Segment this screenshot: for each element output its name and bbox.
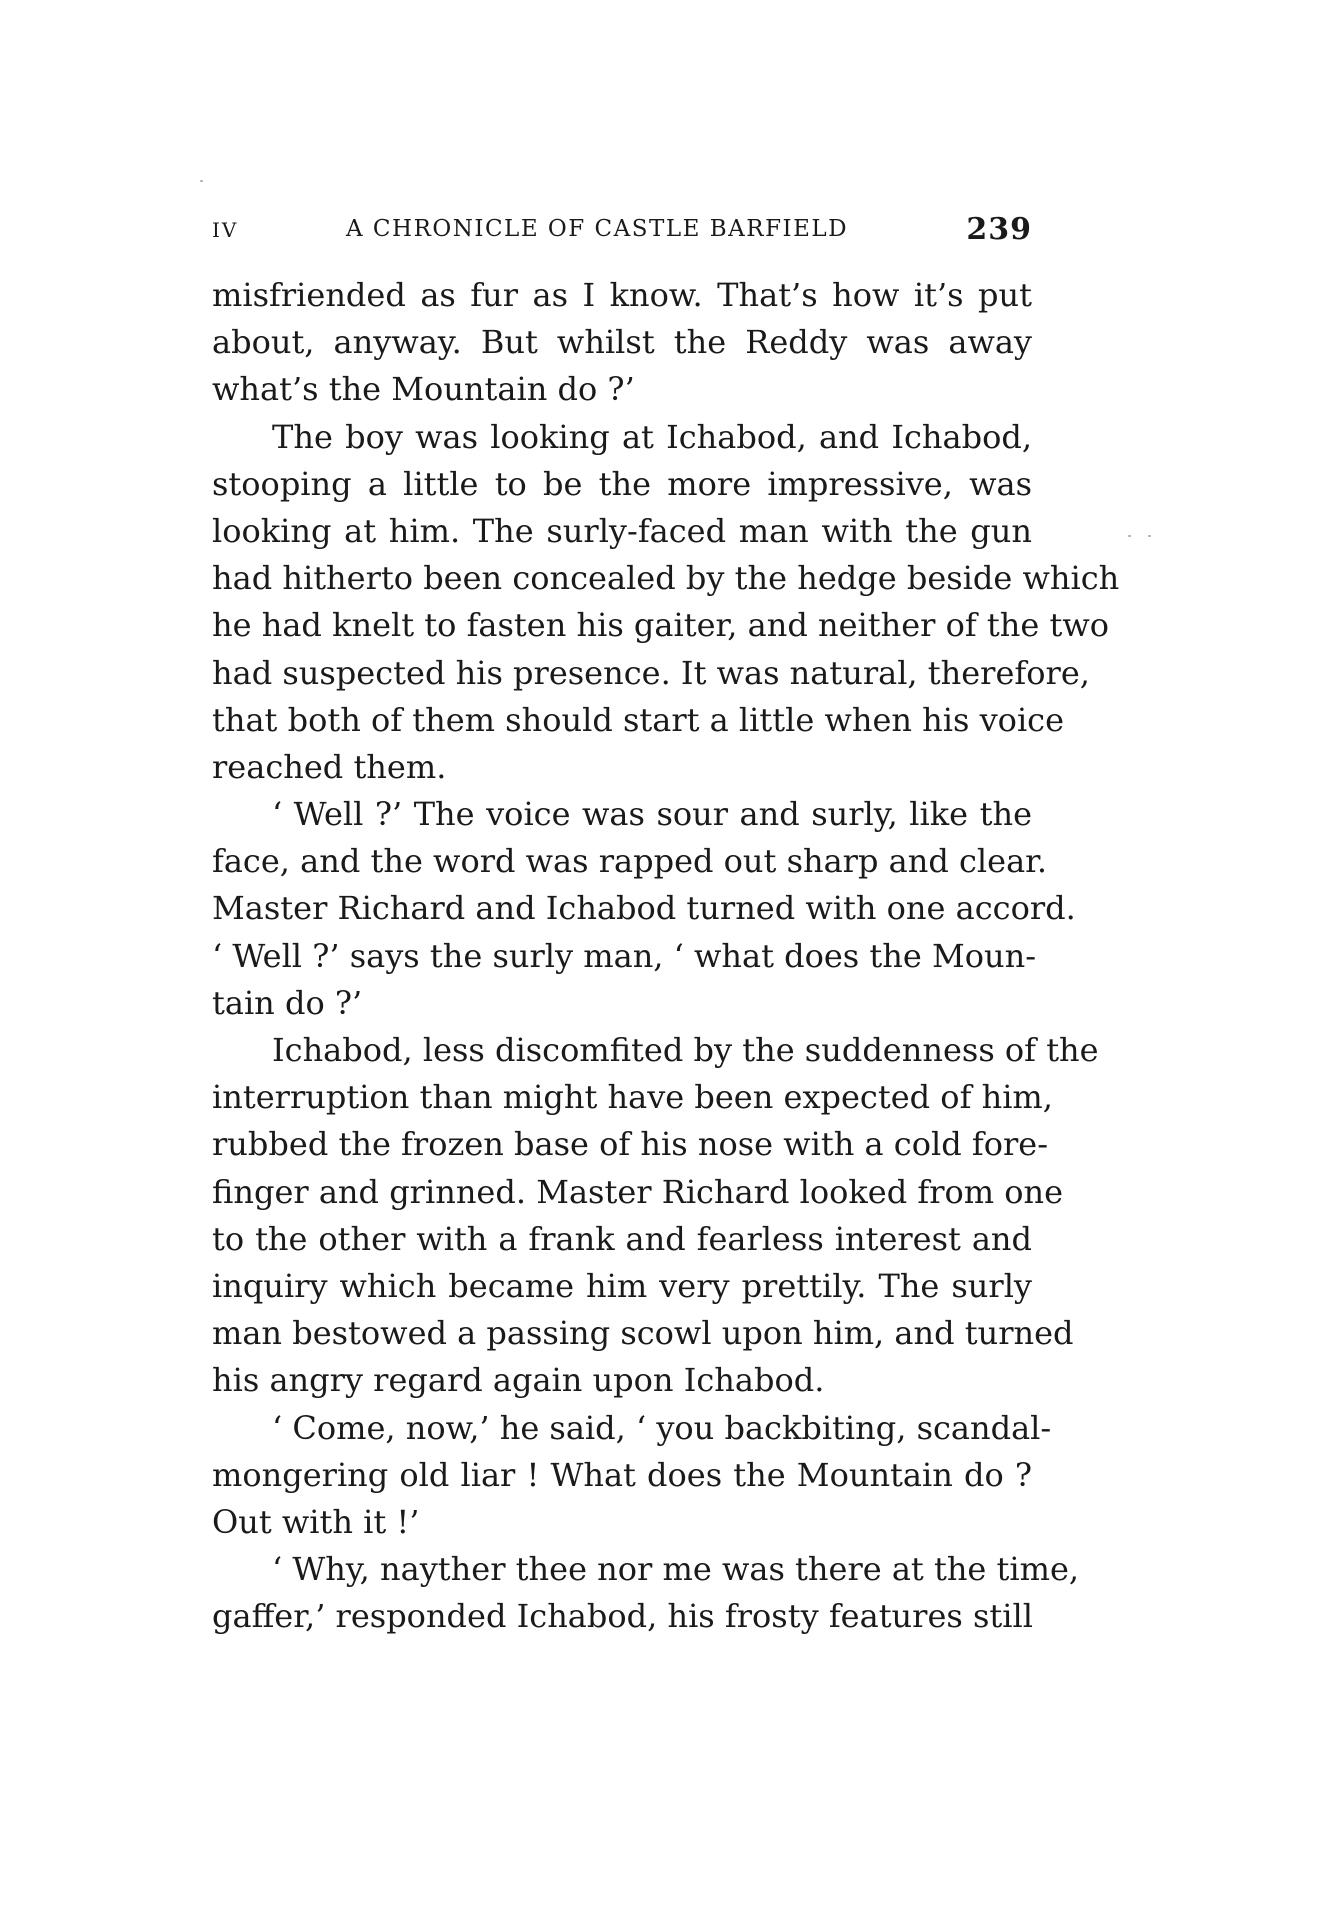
paper-speck bbox=[1148, 535, 1151, 537]
text-line: to the other with a frank and fearless interest and bbox=[212, 1219, 1032, 1258]
paper-speck bbox=[200, 180, 203, 182]
text-line: had hitherto been concealed by the hedge beside which bbox=[212, 559, 1120, 598]
text-line: ‘ Well ?’ The voice was sour and surly, like the bbox=[272, 795, 1032, 834]
body-text bbox=[212, 272, 1120, 1640]
text-line: Ichabod, less discomfited by the suddenness of the bbox=[272, 1031, 1099, 1069]
section-numeral: IV bbox=[212, 218, 239, 242]
text-line: reached them. bbox=[212, 747, 447, 786]
text-line: tain do ?’ bbox=[212, 983, 363, 1022]
text-line: that both of them should start a little when his voice bbox=[212, 700, 1065, 739]
text-line: what’s the Mountain do ?’ bbox=[212, 370, 635, 409]
running-header bbox=[212, 212, 1032, 252]
text-line: stooping a little to be the more impressive, was bbox=[212, 464, 1032, 503]
text-line: inquiry which became him very prettily. The surly bbox=[212, 1266, 1032, 1305]
running-title: A CHRONICLE OF CASTLE BARFIELD bbox=[346, 216, 849, 242]
paper-speck bbox=[1128, 535, 1131, 537]
text-line: Out with it !’ bbox=[212, 1502, 420, 1541]
page-number: 239 bbox=[966, 212, 1032, 247]
text-line: had suspected his presence. It was natural, therefore, bbox=[212, 653, 1090, 692]
text-line: ‘ Why, nayther thee nor me was there at the time, bbox=[272, 1550, 1080, 1589]
text-line: finger and grinned. Master Richard looked from one bbox=[212, 1172, 1064, 1211]
text-line: mongering old liar ! What does the Mountain do ? bbox=[212, 1455, 1032, 1494]
text-line: about, anyway. But whilst the Reddy was away bbox=[212, 323, 1032, 362]
text-line: The boy was looking at Ichabod, and Ichabod, bbox=[272, 417, 1032, 456]
text-line: rubbed the frozen base of his nose with a cold fore- bbox=[212, 1125, 1048, 1164]
text-line: interruption than might have been expected of him, bbox=[212, 1078, 1053, 1117]
text-line: face, and the word was rapped out sharp and clear. bbox=[212, 842, 1048, 881]
text-line: looking at him. The surly-faced man with the gun bbox=[212, 511, 1032, 550]
text-line: Master Richard and Ichabod turned with one accord. bbox=[212, 889, 1076, 928]
text-line: ‘ Come, now,’ he said, ‘ you backbiting, scandal- bbox=[272, 1408, 1052, 1447]
text-line: he had knelt to fasten his gaiter, and neither of the two bbox=[212, 606, 1110, 645]
text-line: his angry regard again upon Ichabod. bbox=[212, 1361, 825, 1400]
text-line: gaffer,’ responded Ichabod, his frosty features still bbox=[212, 1597, 1033, 1636]
text-line: man bestowed a passing scowl upon him, and turned bbox=[212, 1314, 1074, 1353]
text-line: misfriended as fur as I know. That’s how it’s put bbox=[212, 276, 1032, 314]
text-line: ‘ Well ?’ says the surly man, ‘ what does the Moun- bbox=[212, 936, 1037, 975]
